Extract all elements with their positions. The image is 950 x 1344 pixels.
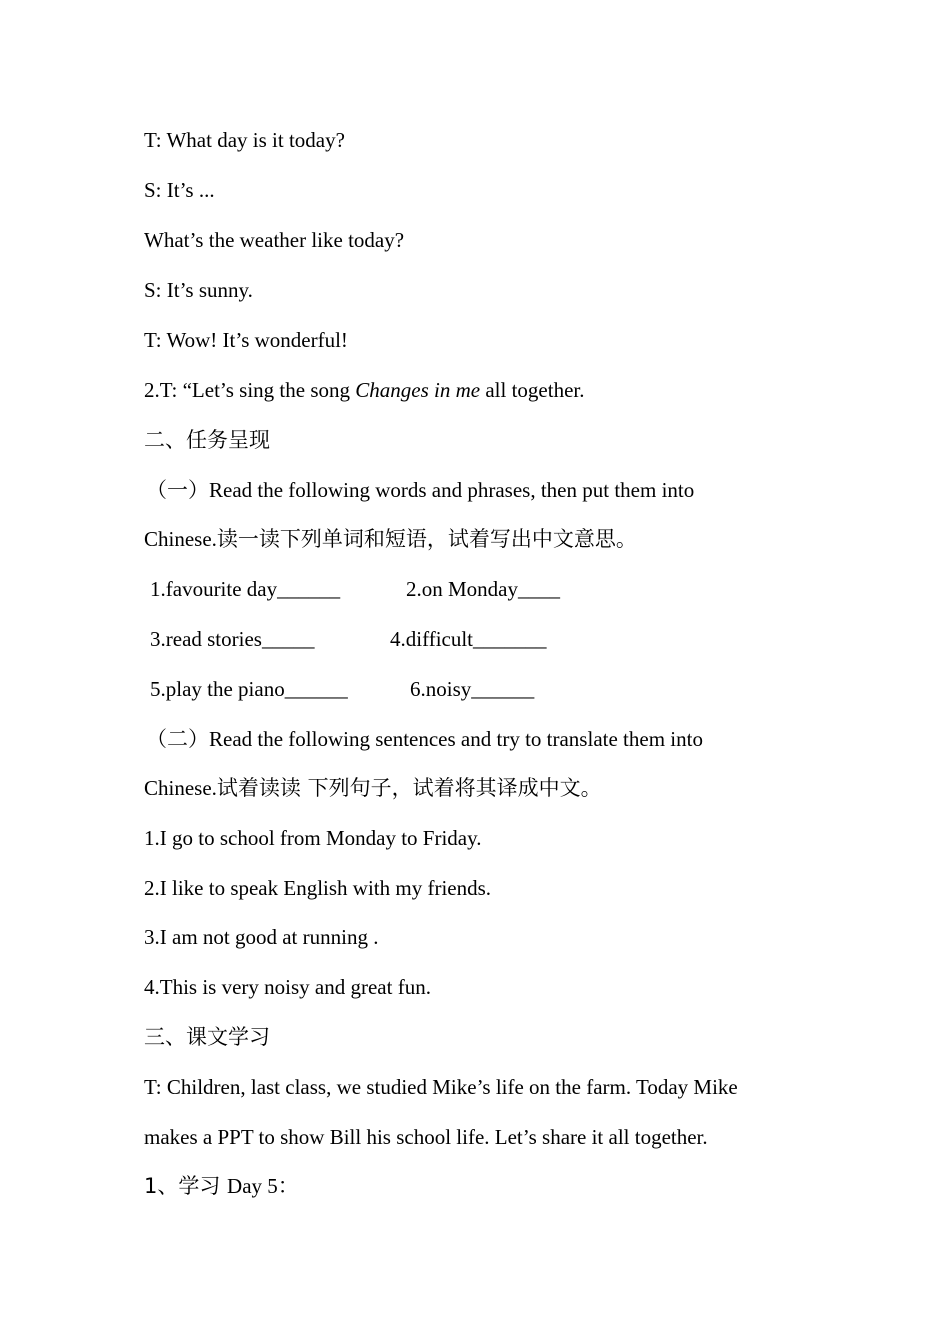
dialogue-line-3: What’s the weather like today?: [144, 228, 405, 252]
song-line-prefix: 2.T: “Let’s sing the song: [144, 378, 356, 402]
part1-marker: （一）: [146, 478, 209, 502]
song-title: Changes in me: [355, 378, 481, 402]
part1-intro-en2: Chinese.: [144, 527, 217, 551]
sentence-1: 1.I go to school from Monday to Friday.: [144, 826, 482, 850]
part2-marker: （二）: [146, 727, 209, 751]
part1-intro-cn: 读一读下列单词和短语，试着写出中文意思。: [216, 527, 637, 551]
vocab-item-6: 6.noisy______: [410, 677, 535, 701]
subheading-en: Day 5: [227, 1174, 278, 1198]
vocab-item-3: 3.read stories_____: [150, 627, 315, 651]
song-line-suffix: all together.: [480, 378, 585, 402]
part1-intro: [146, 476, 694, 504]
vocab-item-5: 5.play the piano______: [150, 677, 348, 701]
part2-intro-en2: Chinese.: [144, 776, 217, 800]
section3-paragraph-line-2: makes a PPT to show Bill his school life. Let’s share it all together.: [144, 1125, 708, 1149]
part1-intro-en: Read the following words and phrases, then put them into: [209, 478, 695, 502]
part2-intro-cn: 试着读读 下列句子，试着将其译成中文。: [216, 776, 602, 800]
dialogue-line-2: S: It’s ...: [144, 178, 215, 202]
part2-intro-cont: [144, 774, 602, 802]
section3-heading: 三、课文学习: [144, 1025, 270, 1049]
sentence-2: 2.I like to speak English with my friends.: [144, 876, 492, 900]
section2-heading: 二、任务呈现: [144, 428, 270, 452]
dialogue-line-1: T: What day is it today?: [144, 128, 345, 152]
sentence-3: 3.I am not good at running .: [144, 925, 379, 949]
subheading-colon: ：: [277, 1174, 299, 1198]
vocab-item-2: 2.on Monday____: [406, 577, 560, 601]
vocab-item-4: 4.difficult_______: [390, 627, 547, 651]
subheading-cn: 1、学习: [144, 1174, 228, 1198]
dialogue-line-4: S: It’s sunny.: [144, 278, 253, 302]
song-line: [144, 376, 584, 404]
dialogue-line-5: T: Wow! It’s wonderful!: [144, 328, 348, 352]
section3-paragraph-line-1: T: Children, last class, we studied Mike’s life on the farm. Today Mike: [144, 1075, 738, 1099]
part2-intro-en: Read the following sentences and try to translate them into: [209, 727, 703, 751]
section3-subheading: [144, 1172, 299, 1200]
vocab-item-1: 1.favourite day______: [150, 577, 341, 601]
part2-intro: [146, 725, 703, 753]
part1-intro-cont: [144, 525, 637, 553]
sentence-4: 4.This is very noisy and great fun.: [144, 975, 431, 999]
